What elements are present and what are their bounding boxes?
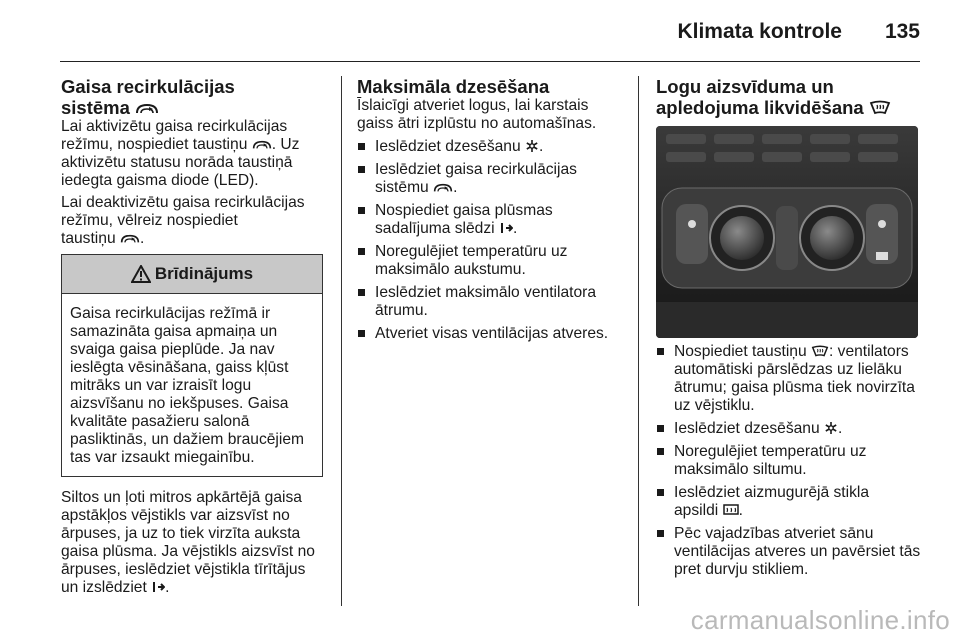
list-item: Ieslēdziet gaisa recirkulācijas sistēmu . (357, 161, 619, 197)
paragraph-activate: Lai aktivizētu gaisa recirkulācijas režīmu, nospiediet taustiņu . Uz aktivizētu statusu norāda taustiņā iedegta gaisma diode (LED). (61, 118, 300, 189)
list-item: Noregulējiet temperatūru uz maksimālo siltumu. (656, 443, 922, 479)
column-divider (341, 76, 342, 606)
ac-snowflake-icon (525, 139, 539, 153)
paragraph-humid-conditions: Siltos un ļoti mitros apkārtējā gaisa apstākļos vējstikls var aizsvīst no ārpuses, ja uz to tiek virzīta auksta gaisa plūsma. Ja vējstikls aizsvīst no ārpuses, ieslēdziet vējstikla tīrītājus un izslēdziet . (61, 489, 315, 596)
section-heading-defrost: Logu aizsvīduma un apledojuma likvidēšana (656, 76, 922, 118)
page-title: Klimata kontrole (677, 20, 842, 43)
paragraph-deactivate: Lai deaktivizētu gaisa recirkulācijas režīmu, vēlreiz nospiediet taustiņu . (61, 194, 305, 247)
column-defrost (656, 76, 922, 579)
warning-triangle-icon (131, 265, 151, 283)
rear-window-heating-icon (723, 503, 739, 517)
climate-control-panel-photo (656, 126, 918, 338)
warning-header (62, 255, 322, 294)
page-number: 135 (884, 20, 920, 43)
recirculation-icon (433, 182, 453, 194)
column-max-cooling (357, 76, 619, 343)
watermark: carmanualsonline.info (690, 605, 950, 635)
recirculation-icon (252, 139, 272, 151)
list-item: Nospiediet taustiņu : ventilators automātiski pārslēdzas uz lielāku ātrumu; gaisa plūsma tiek novirzīta uz vējstiklu. (656, 343, 922, 415)
airflow-distribution-icon (151, 580, 165, 594)
ac-snowflake-icon (824, 421, 838, 435)
list-defrost (656, 343, 922, 579)
paragraph-intro: Īslaicīgi atveriet logus, lai karstais gaiss ātri izplūstu no automašīnas. (357, 97, 597, 132)
windscreen-defrost-icon (811, 345, 829, 358)
airflow-distribution-icon (499, 221, 513, 235)
section-heading-max-cooling: Maksimāla dzesēšana (357, 76, 550, 97)
warning-body: Gaisa recirkulācijas režīmā ir samazināta gaisa apmaiņa un svaiga gaisa pieplūde. Ja nav ieslēgta vēsināšana, gaiss kļūst mitrāks un var izraisīt logu aizsvīšanu no iekšpuses. Gaisa kvalitāte pasažieru salonā pasliktinās, un dažiem braucējiem tas var izsaukt miegainību. (70, 305, 305, 466)
list-item: Atveriet visas ventilācijas atveres. (357, 325, 619, 343)
list-item: Pēc vajadzības atveriet sānu ventilācijas atveres un pavērsiet tās pret durvju stikliem. (656, 525, 922, 579)
list-item: Noregulējiet temperatūru uz maksimālo aukstumu. (357, 243, 619, 279)
windscreen-defrost-icon (869, 100, 891, 116)
list-max-cooling (357, 138, 619, 343)
recirculation-icon (135, 102, 159, 116)
warning-title: Brīdinājums (154, 264, 254, 283)
list-item: Ieslēdziet maksimālo ventilatora ātrumu. (357, 284, 619, 320)
list-item: Ieslēdziet dzesēšanu . (656, 420, 922, 438)
list-item: Nospiediet gaisa plūsmas sadalījuma slēdzi . (357, 202, 619, 238)
list-item: Ieslēdziet aizmugurējā stikla apsildi . (656, 484, 922, 520)
warning-box (61, 254, 323, 477)
recirculation-icon (120, 233, 140, 245)
section-heading-recirculation: Gaisa recirkulācijas sistēma (61, 76, 235, 118)
header-rule (60, 61, 920, 62)
page-header (0, 0, 960, 62)
list-item: Ieslēdziet dzesēšanu . (357, 138, 619, 156)
column-divider (638, 76, 639, 606)
column-recirculation (61, 76, 329, 597)
climate-panel-illustration (656, 126, 918, 338)
